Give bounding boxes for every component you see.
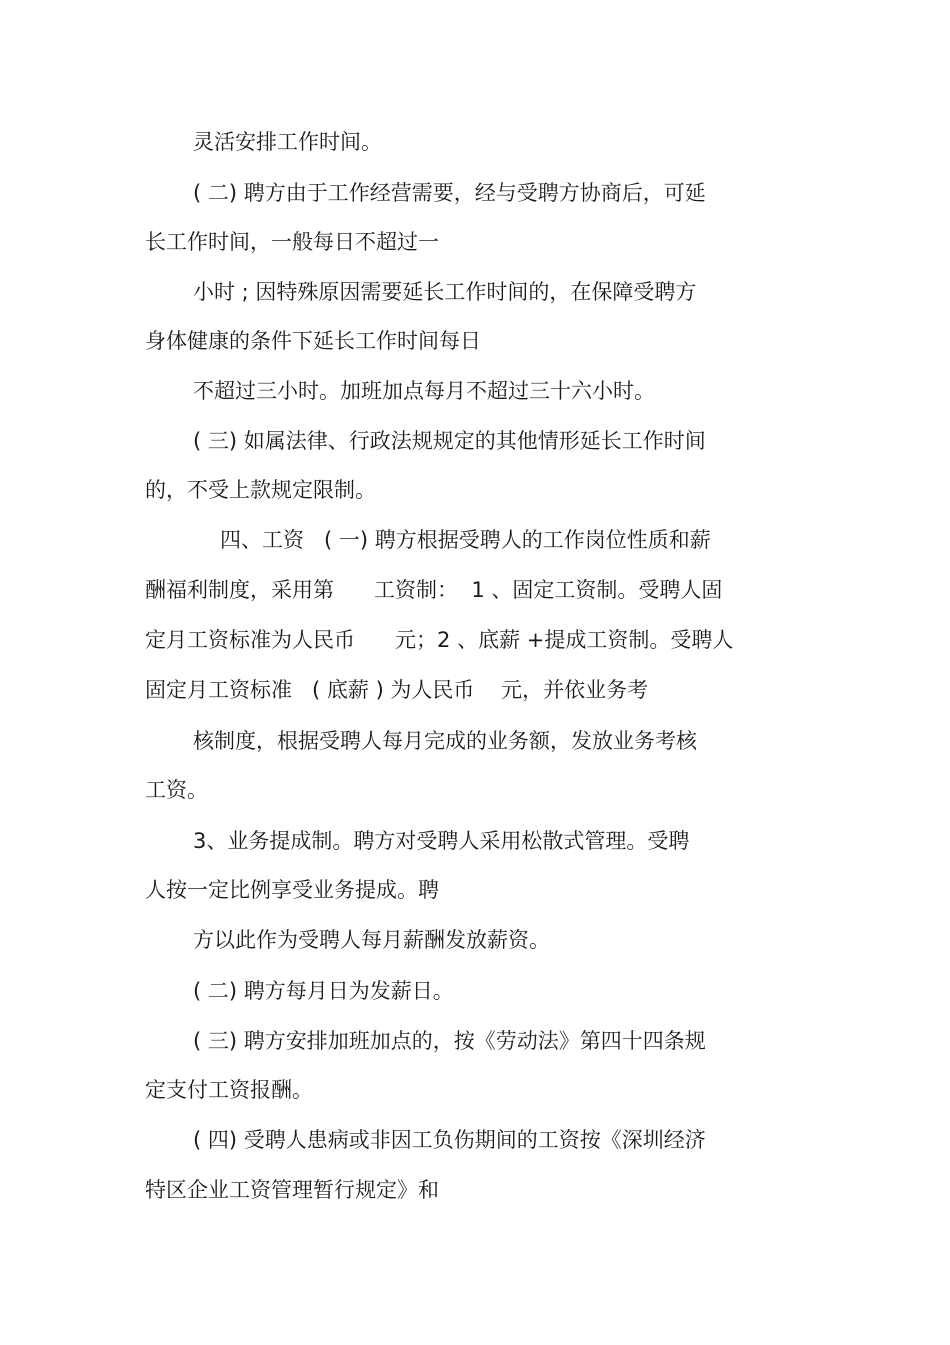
section-heading-line: 四、工资 ( 一) 聘方根据受聘人的工作岗位性质和薪 [220, 528, 711, 552]
text-line: 灵活安排工作时间。 [193, 130, 382, 154]
text-line: 方以此作为受聘人每月薪酬发放薪资。 [193, 928, 550, 952]
text-line: 酬福利制度，采用第 工资制： 1 、固定工资制。受聘人固 [145, 578, 723, 602]
text-line: 特区企业工资管理暂行规定》和 [145, 1178, 439, 1202]
text-line: 固定月工资标准 ( 底薪 ) 为人民币 元，并依业务考 [145, 678, 649, 702]
text-line: 工资。 [145, 778, 208, 802]
text-line: ( 三) 聘方安排加班加点的，按《劳动法》第四十四条规 [193, 1029, 706, 1053]
text-line: 长工作时间，一般每日不超过一 [145, 230, 439, 254]
text-line: ( 二) 聘方每月日为发薪日。 [193, 979, 454, 1003]
text-line: 3、业务提成制。聘方对受聘人采用松散式管理。受聘 [193, 829, 690, 853]
text-line: 人按一定比例享受业务提成。聘 [145, 878, 439, 902]
text-line: ( 三) 如属法律、行政法规规定的其他情形延长工作时间 [193, 429, 706, 453]
text-line: 身体健康的条件下延长工作时间每日 [145, 329, 481, 353]
text-line: ( 二) 聘方由于工作经营需要，经与受聘方协商后，可延 [193, 181, 706, 205]
text-line: 小时 ; 因特殊原因需要延长工作时间的，在保障受聘方 [193, 280, 697, 304]
text-line: 不超过三小时。加班加点每月不超过三十六小时。 [193, 379, 655, 403]
text-line: 定月工资标准为人民币 元；2 、底薪 +提成工资制。受聘人 [145, 628, 734, 652]
text-line: 核制度，根据受聘人每月完成的业务额，发放业务考核 [193, 729, 697, 753]
text-line: ( 四) 受聘人患病或非因工负伤期间的工资按《深圳经济 [193, 1128, 706, 1152]
text-line: 的，不受上款规定限制。 [145, 478, 376, 502]
text-line: 定支付工资报酬。 [145, 1078, 313, 1102]
